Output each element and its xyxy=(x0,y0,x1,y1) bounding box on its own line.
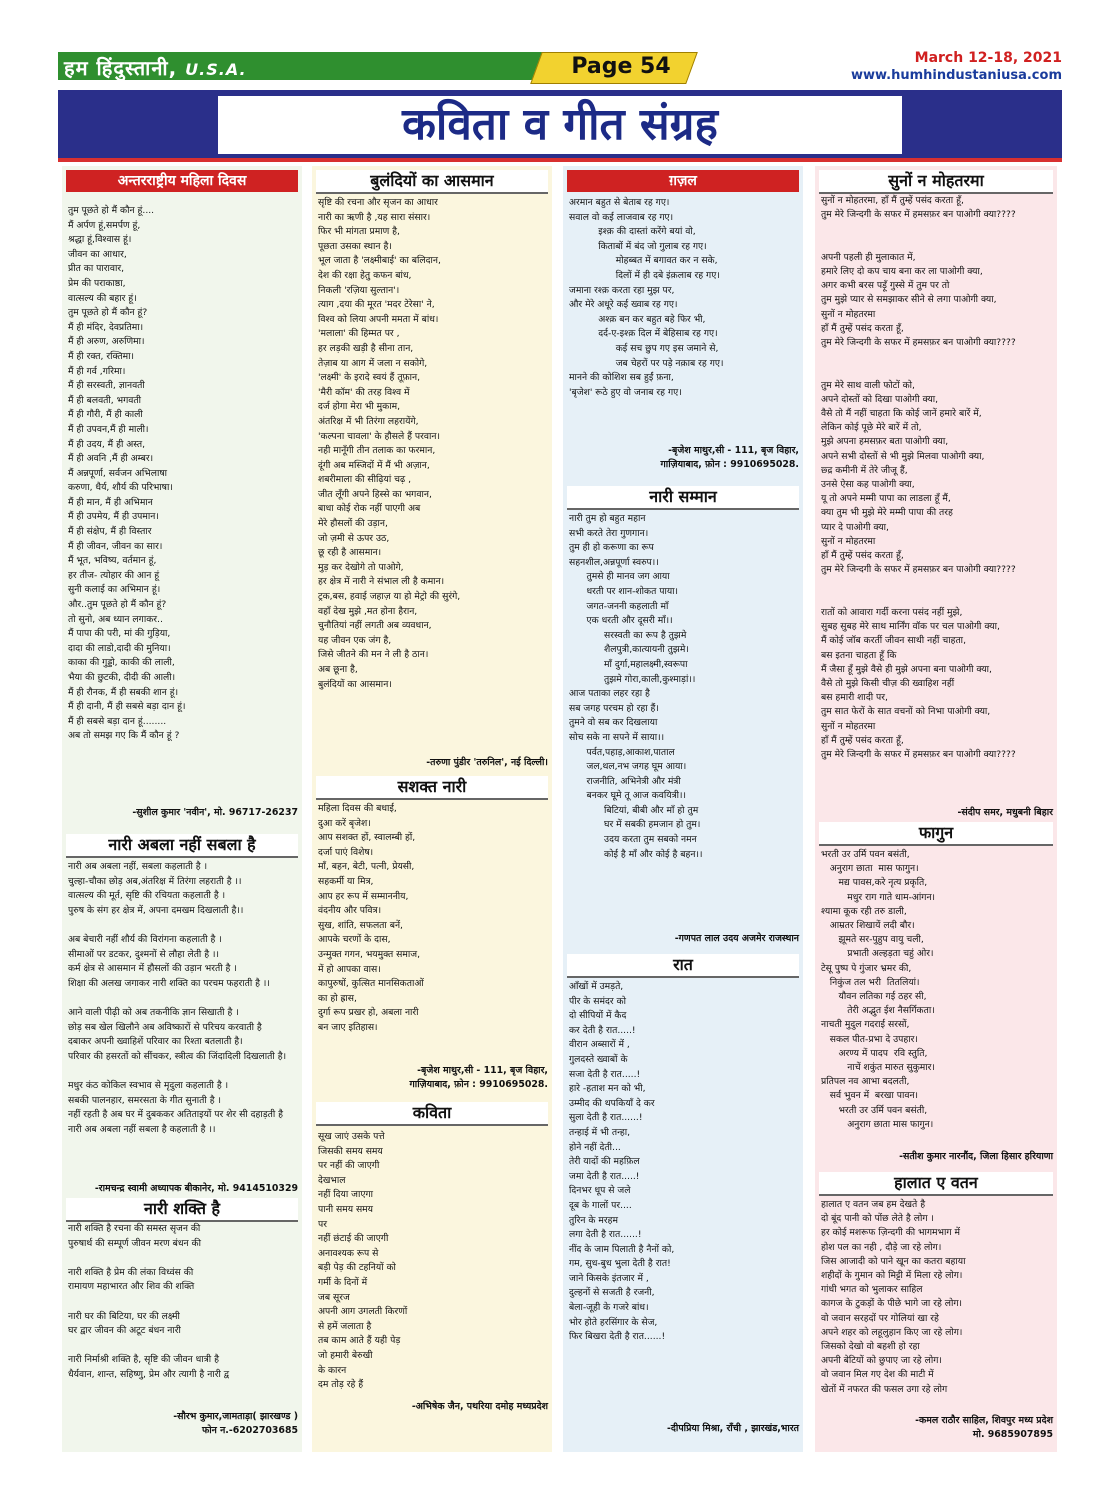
poem-text: हालात ए वतन जब हम देखते है दो बूंद पानी को पोंछ लेते है लोग । हर कोई मशरूफ ज़िन्दगी की भागमभाग में होश पल का नही , दौड़े जा रहे लोग। जिस आजादी को पाने खून का कतरा बहाया शहीदों के गुमान को मिट्टी में मिला रहे लोग। गांधी भगत को भुलाकर साहिल कागज के टुकड़ों के पीछे भागे जा रहे लोग। वो जवान सरहदों पर गोलियां खा रहे अपने शहर को लहूलुहान किए जा रहे लोग। जिसको देखो वो बहशी हो रहा अपनी बेटियों को छुपाए जा रहे लोग। वो जवान मिल गए देश की माटी में खेतों में नफरत की फसल उगा रहे लोग xyxy=(821,1199,966,1395)
website-link[interactable]: www.humhindustaniusa.com xyxy=(850,68,1062,83)
poem-text: आँखों में उमड़ते, पीर के समंदर को दो सीपियों में कैद कर देती है रात.....! वीरान अब्सारों में , गुलदस्ते ख्वाबों के सजा देती है रात.....! हारे -हताश मन को भी, उम्मीद की थपकियाँ दे कर सुला देती है रात......! तन्हाई में भी तन्हा, होने नहीं देती... तेरी यादों की महफ़िल जमा देती है रात.....! दिनभर धूप से जले दूब के गालों पर.... तुरिन के मरहम लगा देती है रात......! नींद के जाम पिलाती है नैनों को, गम, सुध-बुध भुला देती है रात! जाने किसके इंतजार में , दुल्हनों से सजती है रजनी, बेला-जूही के गजरे बांध। भोर होते हरसिंगार के सेज, फिर बिखरा देती है रात......! xyxy=(569,981,675,1343)
section-title: बुलंदियों का आसमान xyxy=(316,170,548,194)
poem-author: -बृजेश माथुर,सी - 111, बृज विहार, गाज़ियाबाद, फ़ोन : 9910695028. xyxy=(409,1065,548,1090)
section-title: सुनों न मोहतरमा xyxy=(819,170,1053,194)
poem-text: अरमान बहुत से बेताब रह गए। सवाल वो कई लाजवाब रह गए। इश्क़ की दास्तां करेंगे बयां वो, किताबों में बंद जो गुलाब रह गए। मोहब्बत में बगावत कर न सके, दिलों में ही दबे इंक़लाब रह गए। जमाना रश्क़ करता रहा मुझ पर, और मेरे अधूरे कई ख्वाब रह गए। अश्क़ बन कर बहुत बहे फिर भी, दर्द-ए-इश्क़ दिल में बेहिसाब रह गए। कई सच छुप गए इस जमाने से, जब चेहरों पर पड़े नक़ाब रह गए। मानने की कोशिश सब हुईं फ़ना, 'बृजेश' रूठे हुए वो जनाब रह गए। xyxy=(569,197,724,398)
section-title: नारी सम्मान xyxy=(567,486,799,510)
poem-author: -रामचन्द्र स्वामी अध्यापक बीकानेर, मो. 9414510329 xyxy=(94,1183,298,1194)
section-title: सशक्त नारी xyxy=(316,776,548,800)
column-4 xyxy=(815,166,1057,1452)
poem-text: भरती उर उर्मि पवन बसंती, अनुराग छाता मास फागुन। मद्य पावस,करे नृत्य प्रकृति, मधुर राग गाते धाम-आंगन। श्यामा कूक रही तरु डाली, आम्रतर शिखायें लदी बौर। झूमते सर-पुहुप वायु चली, प्रभाती अल्हड़ता चहुं ओर। टेसू पुष्प पे गुंजार भ्रमर की, निकुंज तल भरी तितलियां। यौवन लतिका गई ठहर सी, तेरी अद्भुत ईश नैसर्गिकता। नाचती मुदुल गदराई सरसों, सकल पीत-प्रभा दे उपहार। अरण्य में पादप रवि स्तुति, नाचें शकुंत मारुत सुकुमार। प्रतिपल नव आभा बदलती, सर्व भुवन में बरखा पावन। भरती उर उर्मि पवन बसंती, अनुराग छाता मास फागुन। xyxy=(821,849,936,1130)
poem-text: नारी अब अबला नहीं, सबला कहलाती है । चुल्हा-चौका छोड़ अब,अंतरिक्ष में तिरंगा लहराती है ।। वात्सल्य की मूर्त, सृष्टि की रचियता कहलाती है । पुरुष के संग हर क्षेत्र में, अपना दमखम दिखलाती है।। अब बेचारी नहीं शौर्य की विरांगना कहलाती है । सीमाओं पर डटकर, दुश्मनों से लौहा लेती है ।। कर्म क्षेत्र से आसमान में हौसलों की उड़ान भरती है । शिक्षा की अलख जगाकर नारी शक्ति का परचम फहराती है ।। आने वाली पीढ़ी को अब तकनीकि ज्ञान सिखाती है । छोड़ सब खेल खिलौने अब अविष्कारों से परिचय करवाती है दबाकर अपनी ख्वाहिशें परिवार का रिश्ता बतलाती है। परिवार की हसरतों को सींचकर, स्त्रीत्व की जिंदादिली दिखलाती है। मधुर कंठ कोकिल स्वभाव से मृदुला कहलाती है । सबकी पालनहार, समरसता के गीत सुनाती है । नहीं रहती है अब घर में दुबककर अतिताइयों पर शेर सी दहाड़ती है नारी अब अबला नहीं सबला है कहलाती है ।। xyxy=(68,861,287,1135)
issue-date: March 12-18, 2021 xyxy=(914,50,1062,66)
title-banner xyxy=(58,90,1062,162)
poem-author: -संदीप समर, मधुबनी बिहार xyxy=(957,807,1053,818)
column-2 xyxy=(312,166,552,1452)
brand-name xyxy=(64,54,247,81)
poem-author: -सतीश कुमार नारनौंद, जिला हिसार हरियाणा xyxy=(899,1151,1053,1162)
poem-text: नारी शक्ति है रचना की समस्त सृजन की पुरुषार्थ की सम्पूर्ण जीवन मरण बंधन की नारी शक्ति है प्रेम की लंका विध्वंस की रामायण महाभारत और शिव की शक्ति नारी घर की बिटिया, घर की लक्ष्मी घर द्वार जीवन की अटूट बंधन नारी नारी निर्माश्री शक्ति है, सृष्टि की जीवन धात्री है धैर्यवान, शान्त, सहिष्णु, प्रेम और त्यागी है नारी द्व xyxy=(68,1223,230,1380)
poem-author: -सुशील कुमार 'नवीन', मो. 96717-26237 xyxy=(132,807,298,818)
section-title: नारी अबला नहीं सबला है xyxy=(66,834,298,858)
brand-strip xyxy=(58,52,558,80)
section-title: फागुन xyxy=(819,822,1053,846)
poem-text: महिला दिवस की बधाई, दुआ करें बृजेश। आप सशक्त हों, स्वालम्बी हों, दर्जा पाएं विशेष। माँ, बहन, बेटी, पत्नी, प्रेयसी, सहकर्मी या मित्र, आप हर रूप में सम्माननीय, वंदनीय और पवित्र। सुख, शांति, सफलता बनें, आपके चरणों के दास, उन्मुक्त गगन, भयमुक्त समाज, में हो आपका वास। कापुरुषों, कुत्सित मानसिकताओं का हो ह्रास, दुर्गा रूप प्रखर हो, अबला नारी बन जाए इतिहास। xyxy=(318,803,424,1033)
section-title: ग़ज़ल xyxy=(567,170,799,192)
poem-author: -सौरभ कुमार,जामताड़ा( झारखण्ड ) फोन न.-6202703685 xyxy=(173,1411,298,1436)
poem-text: सूख जाएं उसके पत्ते जिसकी समय समय पर नहीं की जाएगी देखभाल नहीं दिया जाएगा पानी समय समय पर नहीं छंटाई की जाएगी अनावश्यक रूप से बड़ी पेड़ की टहनियों को गर्मी के दिनों में जब सूरज अपनी आग उगलती किरणों से हमें जलाता है तब काम आते हैं यही पेड़ जो हमारी बेरुखी के कारन दम तोड़ रहे हैं xyxy=(318,1131,408,1391)
section-title: हालात ए वतन xyxy=(819,1172,1053,1196)
column-3 xyxy=(563,166,803,1452)
top-bar xyxy=(58,52,1062,86)
poem-author: -दीपप्रिया मिश्रा, राँची , झारखंड,भारत xyxy=(667,1423,799,1434)
poem-author: -बृजेश माथुर,सी - 111, बृज विहार, गाज़ियाबाद, फ़ोन : 9910695028. xyxy=(660,445,799,470)
poem-author: -कमल राठौर साहिल, शिवपुर मध्य प्रदेश मो. 9685907895 xyxy=(915,1415,1053,1440)
poem-text: नारी तुम हो बहुत महान सभी करते तेरा गुणगान। तुम ही हो करूणा का रूप सहनशील,अन्नपूर्णा स्वरुप।। तुमसे ही मानव जग आया धरती पर शान-शोकत पाया। जगत-जननी कहलाती माँ एक धरती और दूसरी माँ।। सरस्वती का रूप है तुझमे शैलपुत्री,कात्यायनी तुझमे। माँ दुर्गा,महालक्ष्मी,स्वरूपा तुझमे गोरा,काली,कुश्माड़ां।। आज पताका लहर रहा है सब जगह परचम हो रहा हैं। तुमने वो सब कर दिखलाया सोच सके ना सपने में साया।। पर्वत,पहाड़,आकाश,पाताल जल,थल,नभ जगह घूम आया। राजनीति, अभिनेत्री और मंत्री बनकर घूमे तू आज कवयित्री।। बिटियां, बीबी और माँ हो तुम घर में सबकी हमजान हो तुम। उदय करता तुम सबको नमन कोई है माँ और कोई है बहन।। xyxy=(569,513,703,860)
page-title: कविता व गीत संग्रह xyxy=(402,99,718,150)
poem-author: -गणपत लाल उदय अजमेर राजस्थान xyxy=(674,933,799,944)
brand-usa: U.S.A. xyxy=(185,60,247,79)
section-title: नारी शक्ति है xyxy=(66,1198,298,1222)
column-1 xyxy=(62,166,302,1452)
title-panel xyxy=(218,96,902,154)
section-title: रात xyxy=(567,954,799,978)
page-number: Page 54 xyxy=(571,54,671,79)
poem-text: सृष्टि की रचना और सृजन का आधार नारी का ऋणी है ,यह सारा संसार। फिर भी मांगता प्रमाण है, पूछता उसका स्थान है। भूल जाता है 'लक्ष्मीबाई' का बलिदान, देश की रक्षा हेतु कफन बांध, निकली 'रज़िया सुल्तान'। त्याग ,दया की मूरत 'मदर टेरेसा' ने, विश्व को लिया अपनी ममता में बांध। 'मलाला' की हिम्मत पर , हर लड़की खड़ी है सीना तान, तेज़ाब या आग में जला न सकोगे, 'लक्ष्मी' के इरादे स्वयं हैं तूफ़ान, 'मैरी कॉम' की तरह विश्व में दर्ज होगा मेरा भी मुकाम, अंतरिक्ष में भी तिरंगा लहरायेंगे, 'कल्पना चावला' के हौसले हैं परवान। नही मानूँगी तीन तलाक का फरमान, दूंगी अब मस्जिदों में मैं भी अज़ान, शबरीमाला की सीढ़ियां चढ़ , जीत लूँगी अपने हिस्से का भगवान, बाधा कोई रोक नहीं पाएगी अब मेरे हौसलों की उड़ान, जो ज़मी से ऊपर उठ, छू रही है आसमान। मुड़ कर देखोगे तो पाओगे, हर क्षेत्र में नारी ने संभाल ली है कमान। ट्रक,बस, हवाई जहाज़ या हो मेट्रो की सुरंगे, वहाँ देख मुझे ,मत होना हैरान, चुनौतियां नहीं लगती अब व्यवधान, यह जीवन एक जंग है, जिसे जीतने की मन ने ली है ठान। अब छूना है, बुलंदियों का आसमान। xyxy=(318,197,461,690)
brand-label: हम हिंदुस्तानी, xyxy=(64,56,178,80)
section-title: अन्तरराष्ट्रीय महिला दिवस xyxy=(66,170,298,192)
poem-author: -तरुणा पुंडीर 'तरुनिल', नई दिल्ली। xyxy=(426,757,548,768)
poem-text: सुनों न मोहतरमा, हाँ मैं तुम्हें पसंद करता हूँ, तुम मेरे जिन्दगी के सफर में हमसफ़र बन पाओगी क्या???? अपनी पहली ही मुलाकात में, हमारे लिए दो कप चाय बना कर ला पाओगी क्या, अगर कभी बरस पड़ूँ गुस्से में तुम पर तो तुम मुझे प्यार से समझाकर सीने से लगा पाओगी क्या, सुनों न मोहतरमा हाँ मैं तुम्हें पसंद करता हूँ, तुम मेरे जिन्दगी के सफर में हमसफ़र बन पाओगी क्या???? तुम मेरे साथ वाली फोटों को, अपने दोस्तों को दिखा पाओगी क्या, वैसे तो मैं नहीं चाहता कि कोई जानें हमारे बारें में, लेकिन कोई पूछे मेरे बारें में तो, मुझे अपना हमसफ़र बता पाओगी क्या, अपने सभी दोस्तों से भी मुझे मिलवा पाओगी क्या, छ्द्र कमीनी में तेरे जीजू हैं, उनसे ऐसा कह पाओगी क्या, यू तो अपने मम्मी पापा का लाडला हूँ मैं, क्या तुम भी मुझे मेरे मम्मी पापा की तरह प्यार दे पाओगी क्या, सुनों न मोहतरमा हाँ मैं तुम्हें पसंद करता हूँ, तुम मेरे जिन्दगी के सफर में हमसफ़र बन पाओगी क्या???? रातों को आवारा गर्दी करना पसंद नहीं मुझे, सुबह सुबह मेरे साथ मार्निंग वॉक पर चल पाओगी क्या, मैं कोई जॉब करतीं जीवन साथी नहीं चाहता, बस इतना चाहता हूँ कि मैं जैसा हूँ मुझे वैसे ही मुझे अपना बना पाओगी क्या, वैसे तो मुझे किसी चीज़ की ख्वाहिश नहीं बस हमारी शादी पर, तुम सात फेरों के सात वचनों को निभा पाओगी क्या, सुनों न मोहतरमा हाँ मैं तुम्हें पसंद करता हूँ, तुम मेरे जिन्दगी के सफर में हमसफ़र बन पाओगी क्या???? xyxy=(821,195,1016,760)
poem-text: तुम पूछते हो मैं कौन हूं.... मैं अर्पण हूं,समर्पण हूं, श्रद्धा हूं,विश्वास हूं। जीवन का आधार, प्रीत का पारावार, प्रेम की पराकाष्ठा, वात्सल्य की बहार हूं। तुम पूछते हो मैं कौन हूं? मैं ही मंदिर, देवप्रतिमा। मैं ही अरुण, अरुणिमा। मैं ही रक्त, रक्तिमा। मैं ही गर्व ,गरिमा। मैं ही सरस्वती, ज्ञानवती मैं ही बलवती, भगवती मैं ही गौरी, मैं ही काली मैं ही उपवन,मैं ही माली। मैं ही उदय, मैं ही अस्त, मैं ही अवनि ,मैं ही अम्बर। मैं अन्नपूर्णा, सर्वजन अभिलाषा करुणा, धैर्य, शौर्य की परिभाषा। मैं ही मान, मैं ही अभिमान मैं ही उपमेय, मैं ही उपमान। मैं ही संक्षेप, मैं ही विस्तार मैं ही जीवन, जीवन का सार। मैं भूत, भविष्य, वर्तमान हूं, हर तीज- त्योहार की आन हूं सुनी कलाई का अभिमान हूं। और..तुम पूछते हो मैं कौन हूं? तो सुनो, अब ध्यान लगाकर.. मैं पापा की परी, मां की गुड़िया, दादा की लाडो,दादी की मुनिया। काका की गुड्डो, काकी की लाली, भैया की छुटकी, दीदी की आली। मैं ही रौनक, मैं ही सबकी शान हूं। मैं ही दानी, मैं ही सबसे बड़ा दान हूं। मैं ही सबसे बड़ा दान हूं........ अब तो समझ गए कि मैं कौन हूं ? xyxy=(68,205,186,742)
poem-author: -अभिषेक जैन, पथरिया दमोह मध्यप्रदेश xyxy=(411,1401,548,1412)
section-title: कविता xyxy=(316,1102,548,1126)
